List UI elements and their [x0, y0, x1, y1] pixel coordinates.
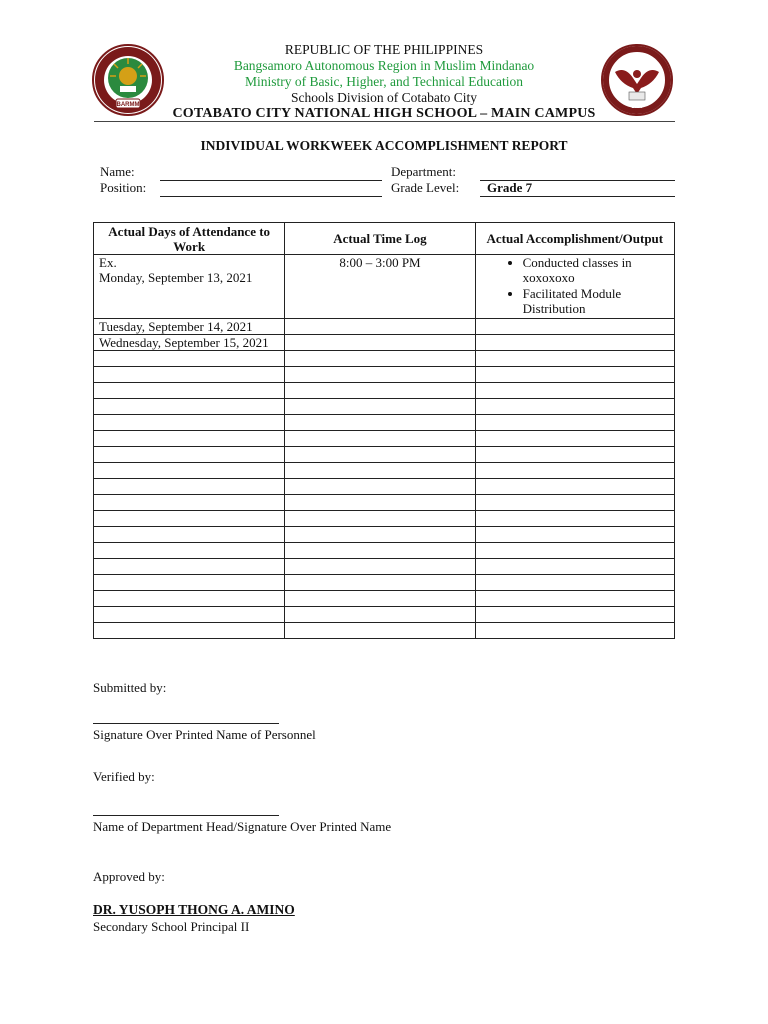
grade-level-field[interactable]: [480, 196, 675, 197]
time-cell[interactable]: [285, 351, 475, 367]
department-head-signature-line[interactable]: [93, 815, 279, 816]
time-cell[interactable]: [285, 319, 475, 335]
table-row: [94, 351, 675, 367]
time-cell[interactable]: [285, 383, 475, 399]
time-cell[interactable]: [285, 415, 475, 431]
accomplishment-cell[interactable]: [475, 335, 674, 351]
header-days: Actual Days of Attendance to Work: [94, 223, 285, 255]
republic-line: REPUBLIC OF THE PHILIPPINES: [284, 42, 484, 57]
time-cell[interactable]: [285, 575, 475, 591]
time-cell[interactable]: [285, 431, 475, 447]
table-row: [94, 255, 675, 319]
day-cell[interactable]: [94, 447, 285, 463]
table-row: [94, 623, 675, 639]
day-cell[interactable]: [94, 415, 285, 431]
table-row: [94, 431, 675, 447]
principal-title: Secondary School Principal II: [93, 919, 250, 934]
accomplishment-cell[interactable]: [475, 255, 674, 319]
accomplishment-cell[interactable]: [475, 431, 674, 447]
day-cell[interactable]: Wednesday, September 15, 2021: [94, 335, 285, 351]
submitted-by-label: Submitted by:: [93, 680, 167, 695]
table-row: [94, 447, 675, 463]
time-cell[interactable]: 8:00 – 3:00 PM: [285, 255, 475, 319]
accomplishment-cell[interactable]: [475, 623, 674, 639]
time-cell[interactable]: [285, 527, 475, 543]
accomplishment-cell[interactable]: [475, 399, 674, 415]
day-cell[interactable]: [94, 479, 285, 495]
accomplishment-list: [481, 255, 669, 316]
table-row: [94, 463, 675, 479]
table-row: [94, 399, 675, 415]
accomplishment-cell[interactable]: [475, 479, 674, 495]
accomplishment-cell[interactable]: [475, 527, 674, 543]
day-cell[interactable]: [94, 527, 285, 543]
day-text: Monday, September 13, 2021: [99, 270, 253, 285]
accomplishment-cell[interactable]: [475, 575, 674, 591]
document-header: [0, 42, 768, 122]
header-time-log: Actual Time Log: [285, 223, 475, 255]
report-title: INDIVIDUAL WORKWEEK ACCOMPLISHMENT REPORT: [200, 138, 568, 153]
accomplishment-cell[interactable]: [475, 367, 674, 383]
grade-level-value[interactable]: Grade 7: [487, 180, 533, 195]
accomplishment-cell[interactable]: [475, 383, 674, 399]
time-cell[interactable]: [285, 543, 475, 559]
time-cell[interactable]: [285, 511, 475, 527]
position-field[interactable]: [160, 196, 382, 197]
personnel-signature-line[interactable]: [93, 723, 279, 724]
day-cell[interactable]: [94, 463, 285, 479]
accomplishment-cell[interactable]: [475, 495, 674, 511]
day-cell[interactable]: [94, 543, 285, 559]
header-accomplishment: Actual Accomplishment/Output: [475, 223, 674, 255]
verified-by-label: Verified by:: [93, 769, 155, 784]
division-line: Schools Division of Cotabato City: [290, 90, 477, 105]
day-cell[interactable]: [94, 623, 285, 639]
accomplishment-cell[interactable]: [475, 415, 674, 431]
name-label: Name:: [100, 164, 135, 179]
position-label: Position:: [100, 180, 147, 195]
region-line: Bangsamoro Autonomous Region in Muslim Mindanao: [233, 58, 535, 73]
day-cell[interactable]: [94, 351, 285, 367]
time-cell[interactable]: [285, 463, 475, 479]
svg-text:1926: 1926: [631, 104, 643, 110]
table-row: [94, 527, 675, 543]
principal-name: DR. YUSOPH THONG A. AMINO: [93, 902, 295, 917]
accomplishment-cell[interactable]: [475, 543, 674, 559]
day-cell[interactable]: [94, 367, 285, 383]
time-cell[interactable]: [285, 335, 475, 351]
accomplishment-cell[interactable]: [475, 511, 674, 527]
table-row: [94, 559, 675, 575]
svg-text:BARMM: BARMM: [116, 102, 140, 108]
day-cell[interactable]: [94, 383, 285, 399]
day-cell[interactable]: [94, 591, 285, 607]
time-cell[interactable]: [285, 367, 475, 383]
table-row: [94, 479, 675, 495]
day-cell[interactable]: [94, 495, 285, 511]
time-cell[interactable]: [285, 623, 475, 639]
time-cell[interactable]: [285, 399, 475, 415]
time-cell[interactable]: [285, 479, 475, 495]
table-row: [94, 543, 675, 559]
time-cell[interactable]: [285, 607, 475, 623]
accomplishment-cell[interactable]: [475, 447, 674, 463]
grade-level-label: Grade Level:: [391, 180, 460, 195]
accomplishment-cell[interactable]: [475, 351, 674, 367]
accomplishment-cell[interactable]: [475, 319, 674, 335]
department-head-caption: Name of Department Head/Signature Over Printed Name: [93, 819, 392, 834]
list-item: • Conducted classes in xoxoxoxo: [523, 255, 669, 285]
table-row: [94, 415, 675, 431]
day-cell[interactable]: [94, 607, 285, 623]
time-cell[interactable]: [285, 591, 475, 607]
table-row: [94, 383, 675, 399]
header-divider: [94, 121, 675, 122]
day-cell[interactable]: Tuesday, September 14, 2021: [94, 319, 285, 335]
accomplishment-table: [93, 222, 675, 639]
table-row: [94, 367, 675, 383]
personnel-signature-caption: Signature Over Printed Name of Personnel: [93, 727, 316, 742]
list-item: • Facilitated Module Distribution: [523, 286, 669, 316]
accomplishment-cell[interactable]: [475, 559, 674, 575]
day-cell[interactable]: [94, 511, 285, 527]
example-prefix: Ex.: [99, 255, 117, 270]
table-row: [94, 607, 675, 623]
day-cell[interactable]: [94, 575, 285, 591]
day-cell[interactable]: [94, 431, 285, 447]
accomplishment-cell[interactable]: [475, 607, 674, 623]
time-cell[interactable]: [285, 559, 475, 575]
day-cell[interactable]: [94, 255, 285, 319]
table-row: [94, 575, 675, 591]
table-row: [94, 495, 675, 511]
accomplishment-cell[interactable]: [475, 463, 674, 479]
name-field[interactable]: [160, 180, 382, 181]
table-row: [94, 319, 675, 335]
time-cell[interactable]: [285, 447, 475, 463]
table-row: [94, 591, 675, 607]
department-label: Department:: [391, 164, 456, 179]
school-name: COTABATO CITY NATIONAL HIGH SCHOOL – MAIN CAMPUS: [172, 106, 596, 121]
table-row: [94, 335, 675, 351]
time-cell[interactable]: [285, 495, 475, 511]
approved-by-label: Approved by:: [93, 869, 165, 884]
day-cell[interactable]: [94, 559, 285, 575]
table-row: [94, 511, 675, 527]
ministry-line: Ministry of Basic, Higher, and Technical Education: [245, 74, 523, 89]
table-header-row: [94, 223, 675, 255]
accomplishment-cell[interactable]: [475, 591, 674, 607]
day-cell[interactable]: [94, 399, 285, 415]
